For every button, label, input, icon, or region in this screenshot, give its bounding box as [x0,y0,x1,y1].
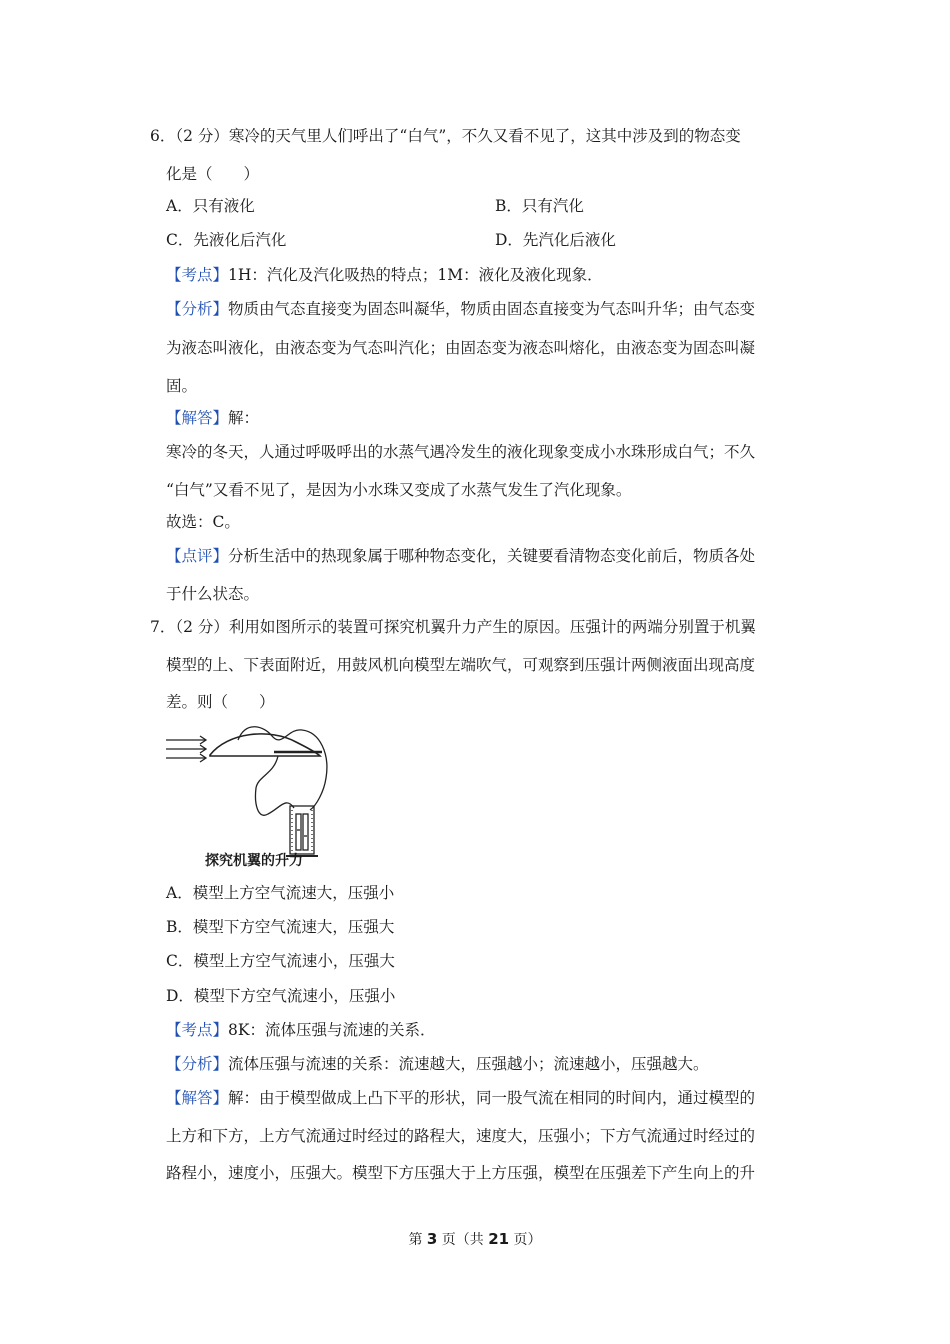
q6-dianping-line2: 于什么状态。 [166,585,260,603]
q6-kaodian-tag: 【考点】 [166,266,229,284]
page-number: 3 [426,1230,438,1248]
q7-kaodian-tag: 【考点】 [166,1021,229,1039]
q6-option-c: C．先液化后汽化 [166,231,287,249]
q7-fenxi-tag: 【分析】 [166,1055,229,1073]
q6-stem-line1: 6．（2 分）寒冷的天气里人们呼出了“白气”，不久又看不见了，这其中涉及到的物态变 [150,127,741,145]
q7-jieda-tag: 【解答】 [166,1089,229,1107]
q6-jieda-line1: 寒冷的冬天，人通过呼吸呼出的水蒸气遇冷发生的液化现象变成小水珠形成白气；不久 [166,443,756,461]
q6-kaodian [166,265,603,285]
q6-jieda-head-text: 解： [228,409,260,427]
footer-post: 页） [509,1232,542,1248]
upper-tube [238,727,327,810]
q7-jieda-line3: 路程小，速度小，压强大。模型下方压强大于上方压强，模型在压强差下产生向上的升 [166,1164,756,1182]
footer-mid: 页（共 [437,1232,489,1248]
figure-caption: 探究机翼的升力 [205,853,303,869]
q7-fenxi [166,1054,709,1074]
q6-stem-line2: 化是（ ） [166,165,260,183]
q7-kaodian [166,1020,435,1040]
q6-fenxi-line3: 固。 [166,377,198,395]
q6-dianping-tag: 【点评】 [166,547,229,565]
q6-kaodian-text: 1H：汽化及汽化吸热的特点；1M：液化及液化现象． [228,266,603,284]
q7-stem-line1: 7．（2 分）利用如图所示的装置可探究机翼升力产生的原因。压强计的两端分别置于机翼 [150,618,756,636]
q7-option-d: D．模型下方空气流速小，压强小 [166,987,396,1005]
q7-option-b: B．模型下方空气流速大，压强大 [166,918,395,936]
q6-fenxi-line2: 为液态叫液化，由液态变为气态叫汽化；由固态变为液态叫熔化，由液态变为固态叫凝 [166,339,756,357]
q7-stem-line3: 差。则（ ） [166,693,275,711]
q6-option-b: B．只有汽化 [495,197,584,215]
q6-jieda-tag: 【解答】 [166,409,229,427]
q6-fenxi-tag: 【分析】 [166,300,229,318]
q6-answer: 故选：C。 [166,513,240,531]
q7-kaodian-text: 8K：流体压强与流速的关系． [228,1021,436,1039]
q7-jieda-line2: 上方和下方，上方气流通过时经过的路程大，速度大，压强小；下方气流通过时经过的 [166,1127,756,1145]
q7-stem-line2: 模型的上、下表面附近，用鼓风机向模型左端吹气，可观察到压强计两侧液面出现高度 [166,656,756,674]
q6-dianping-text1: 分析生活中的热现象属于哪种物态变化，关键要看清物态变化前后，物质各处 [228,547,756,565]
total-pages: 21 [488,1230,510,1248]
q6-fenxi-line1 [166,299,755,319]
lower-tube [256,756,295,815]
page-footer [0,1229,950,1249]
airflow-arrows [166,736,206,762]
q6-fenxi-text1: 物质由气态直接变为固态叫凝华，物质由固态直接变为气态叫升华；由气态变 [228,300,756,318]
wing-lift-apparatus-figure [160,718,350,868]
q6-option-d: D．先汽化后液化 [495,231,616,249]
q6-option-a: A．只有液化 [166,197,255,215]
q7-jieda-line1 [166,1088,755,1108]
footer-pre: 第 [408,1232,427,1248]
q6-jieda-head [166,408,259,428]
q6-jieda-line2: “白气”又看不见了，是因为小水珠又变成了水蒸气发生了汽化现象。 [166,481,632,499]
q7-option-a: A．模型上方空气流速大，压强小 [166,884,395,902]
q7-option-c: C．模型上方空气流速小，压强大 [166,952,395,970]
q7-jieda-text1: 解：由于模型做成上凸下平的形状，同一股气流在相同的时间内，通过模型的 [228,1089,756,1107]
q7-fenxi-text: 流体压强与流速的关系：流速越大，压强越小；流速越小，压强越大。 [228,1055,709,1073]
manometer [274,752,322,856]
q6-dianping-line1 [166,546,755,566]
